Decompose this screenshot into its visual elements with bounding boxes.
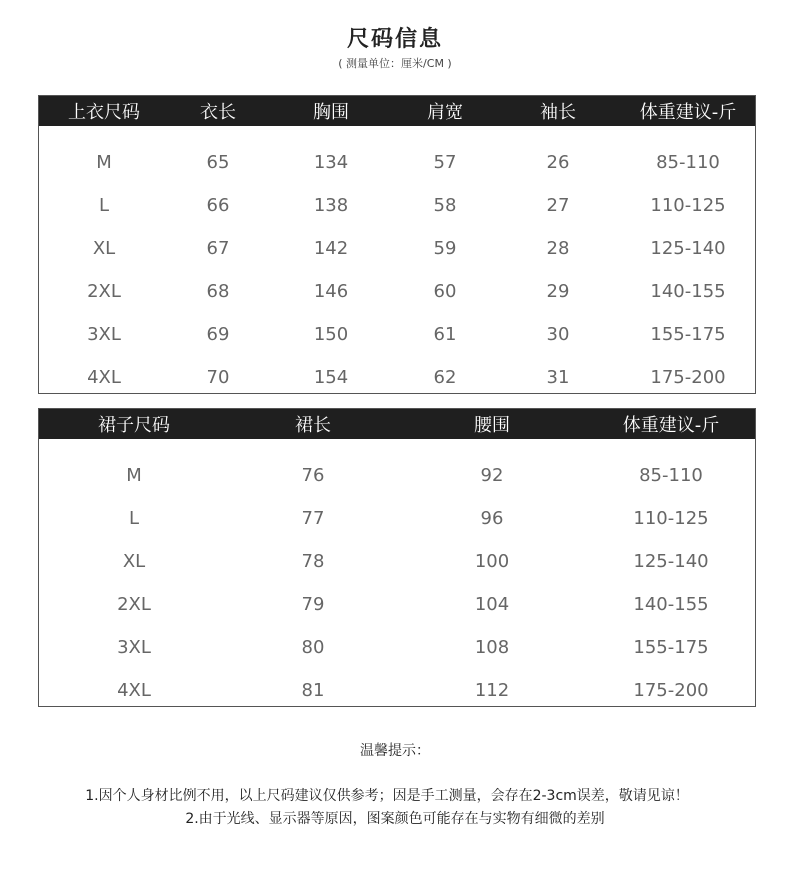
skirt-table-header [39, 409, 755, 439]
top-header-size: 上衣尺码 [68, 102, 140, 123]
top-size-table [38, 95, 756, 394]
top-header-chest: 胸围 [313, 102, 349, 123]
table-cell: 134 [313, 152, 349, 173]
top-header-weight: 体重建议-斤 [639, 102, 737, 123]
table-cell: 175-200 [633, 680, 709, 701]
table-cell: 68 [206, 281, 230, 302]
table-cell: 104 [474, 594, 510, 615]
skirt-header-waist: 腰围 [474, 415, 510, 436]
table-row [39, 141, 755, 184]
table-cell: 81 [301, 680, 325, 701]
skirt-table-body [39, 439, 755, 712]
table-cell: 79 [301, 594, 325, 615]
table-cell: 80 [301, 637, 325, 658]
table-cell: 150 [313, 324, 349, 345]
table-cell: 125-140 [650, 238, 726, 259]
table-row [39, 626, 755, 669]
table-cell: 4XL [87, 367, 121, 388]
table-cell: M [126, 465, 142, 486]
table-cell: 140-155 [633, 594, 709, 615]
skirt-header-weight: 体重建议-斤 [622, 415, 720, 436]
table-row [39, 669, 755, 712]
table-cell: 26 [546, 152, 570, 173]
table-row [39, 583, 755, 626]
top-table-header [39, 96, 755, 126]
table-cell: 3XL [87, 324, 121, 345]
table-cell: 28 [546, 238, 570, 259]
table-cell: 67 [206, 238, 230, 259]
table-cell: 85-110 [656, 152, 720, 173]
table-cell: XL [92, 238, 116, 259]
table-cell: 85-110 [639, 465, 703, 486]
table-cell: 4XL [117, 680, 151, 701]
table-cell: 66 [206, 195, 230, 216]
table-cell: 78 [301, 551, 325, 572]
top-header-shoulder: 肩宽 [427, 102, 463, 123]
table-cell: 146 [313, 281, 349, 302]
table-cell: 57 [433, 152, 457, 173]
table-cell: 77 [301, 508, 325, 529]
table-cell: 154 [313, 367, 349, 388]
table-cell: 62 [433, 367, 457, 388]
table-cell: 142 [313, 238, 349, 259]
table-cell: 96 [480, 508, 504, 529]
table-cell: 108 [474, 637, 510, 658]
skirt-header-length: 裙长 [295, 415, 331, 436]
table-cell: 155-175 [650, 324, 726, 345]
table-row [39, 356, 755, 399]
table-cell: 27 [546, 195, 570, 216]
table-cell: 76 [301, 465, 325, 486]
table-row [39, 184, 755, 227]
table-cell: 31 [546, 367, 570, 388]
page-title: 尺码信息 [346, 27, 443, 52]
table-cell: XL [122, 551, 146, 572]
table-cell: 70 [206, 367, 230, 388]
table-cell: 30 [546, 324, 570, 345]
table-cell: 69 [206, 324, 230, 345]
table-cell: 2XL [87, 281, 121, 302]
table-cell: 110-125 [650, 195, 726, 216]
top-table-body [39, 126, 755, 399]
table-cell: 3XL [117, 637, 151, 658]
skirt-size-table [38, 408, 756, 707]
table-row [39, 227, 755, 270]
table-cell: 125-140 [633, 551, 709, 572]
top-header-length: 衣长 [200, 102, 236, 123]
table-cell: L [128, 508, 140, 529]
table-row [39, 454, 755, 497]
table-cell: 61 [433, 324, 457, 345]
table-cell: 155-175 [633, 637, 709, 658]
top-header-sleeve: 袖长 [540, 102, 576, 123]
table-cell: 29 [546, 281, 570, 302]
tips-title: 温馨提示： [360, 743, 430, 759]
table-cell: M [96, 152, 112, 173]
table-row [39, 497, 755, 540]
table-cell: 60 [433, 281, 457, 302]
table-row [39, 270, 755, 313]
table-cell: 58 [433, 195, 457, 216]
table-cell: 175-200 [650, 367, 726, 388]
table-cell: L [98, 195, 110, 216]
table-cell: 110-125 [633, 508, 709, 529]
skirt-header-size: 裙子尺码 [98, 415, 170, 436]
table-row [39, 313, 755, 356]
table-cell: 100 [474, 551, 510, 572]
page-subtitle: ( 测量单位：厘米/CM ) [338, 57, 452, 70]
tip-line-2: 2.由于光线、显示器等原因，图案颜色可能存在与实物有细微的差别 [185, 811, 605, 827]
table-cell: 59 [433, 238, 457, 259]
table-cell: 92 [480, 465, 504, 486]
tip-line-1: 1.因个人身材比例不用，以上尺码建议仅供参考；因是手工测量，会存在2-3cm误差，敬请见谅！ [85, 788, 689, 804]
table-cell: 2XL [117, 594, 151, 615]
table-cell: 138 [313, 195, 349, 216]
table-cell: 112 [474, 680, 510, 701]
table-row [39, 540, 755, 583]
table-cell: 140-155 [650, 281, 726, 302]
table-cell: 65 [206, 152, 230, 173]
